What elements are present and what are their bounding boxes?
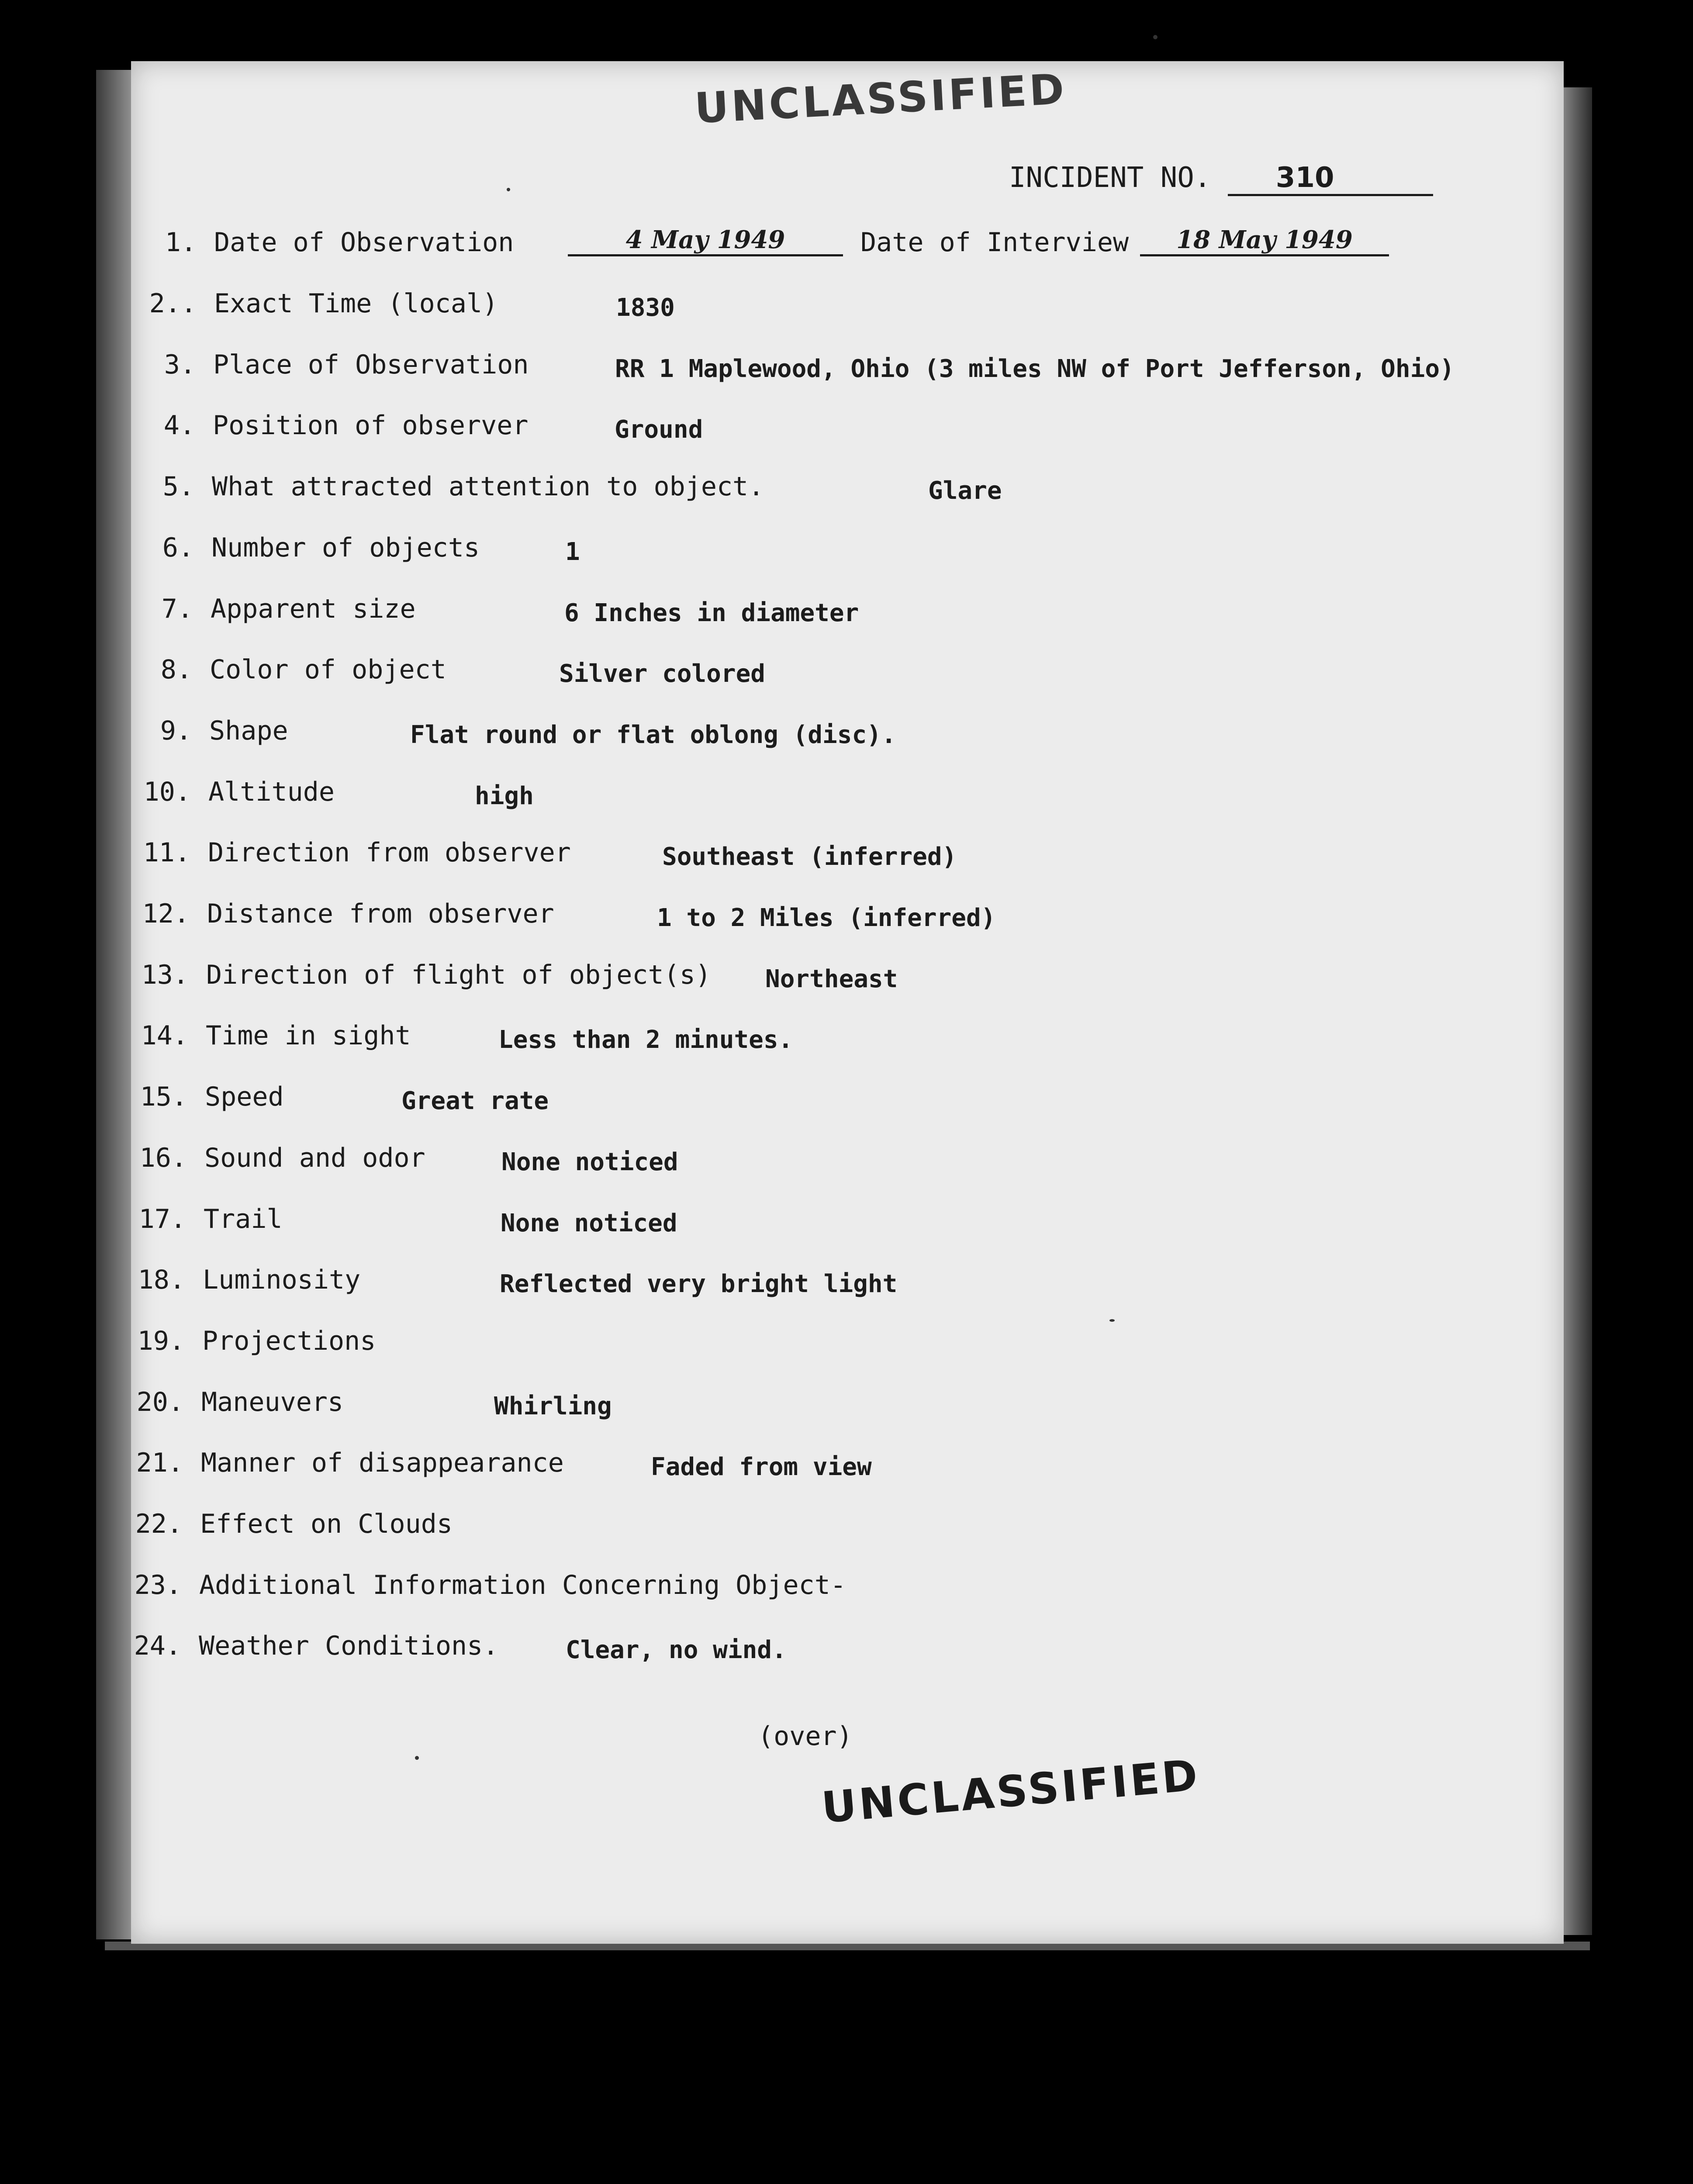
form-row-15 bbox=[122, 1082, 1498, 1121]
row-number: 1. bbox=[165, 227, 197, 258]
form-row-24 bbox=[116, 1631, 1492, 1670]
field-value: 6 Inches in diameter bbox=[564, 599, 859, 627]
field-value: Silver colored bbox=[559, 660, 766, 688]
field-value: 1830 bbox=[616, 294, 675, 322]
form-row-9 bbox=[126, 715, 1502, 755]
form-row-23 bbox=[116, 1570, 1492, 1609]
row-number: 13. bbox=[141, 960, 189, 990]
form-row-3 bbox=[130, 349, 1506, 389]
form-row-20 bbox=[118, 1387, 1494, 1426]
incident-value: 310 bbox=[1228, 162, 1433, 196]
field-label: Color of object bbox=[210, 654, 446, 685]
field-value: Glare bbox=[928, 477, 1002, 505]
field-label: Trail bbox=[204, 1204, 283, 1234]
form-row-4 bbox=[130, 410, 1506, 449]
row-number: 4. bbox=[163, 410, 195, 441]
row-number: 7. bbox=[161, 594, 193, 624]
date-interview-value: 18 May 1949 bbox=[1140, 225, 1389, 256]
field-value: 1 to 2 Miles (inferred) bbox=[657, 904, 996, 932]
field-label: Maneuvers bbox=[201, 1387, 344, 1417]
sheet-right-edge bbox=[1562, 87, 1592, 1935]
date-observation-label: Date of Observation bbox=[214, 227, 514, 258]
field-label: Speed bbox=[205, 1082, 284, 1112]
date-interview-label: Date of Interview bbox=[860, 227, 1129, 258]
field-value: Ground bbox=[615, 415, 703, 444]
form-row-13 bbox=[123, 960, 1499, 999]
row-number: 16. bbox=[139, 1143, 187, 1173]
classification-stamp-top: UNCLASSIFIED bbox=[693, 64, 1068, 133]
field-value: Flat round or flat oblong (disc). bbox=[410, 721, 896, 749]
row-number: 23. bbox=[134, 1570, 182, 1600]
row-number: 18. bbox=[138, 1265, 185, 1295]
field-label: Shape bbox=[209, 715, 288, 746]
film-speck bbox=[1109, 1319, 1115, 1322]
row-number: 5. bbox=[162, 471, 194, 502]
form-row-1 bbox=[131, 227, 1485, 266]
row-number: 11. bbox=[143, 837, 190, 868]
row-number: 22. bbox=[135, 1509, 183, 1539]
field-label: Distance from observer bbox=[207, 898, 554, 929]
field-label: Place of Observation bbox=[213, 349, 529, 380]
date-observation-value: 4 May 1949 bbox=[568, 225, 843, 256]
row-number: 8. bbox=[160, 654, 192, 685]
field-label: What attracted attention to object. bbox=[212, 471, 764, 502]
row-number: 12. bbox=[142, 898, 190, 929]
film-speck bbox=[507, 188, 510, 191]
row-number: 17. bbox=[138, 1204, 186, 1234]
over-note: (over) bbox=[758, 1721, 853, 1752]
field-value: Great rate bbox=[401, 1087, 549, 1115]
field-label: Altitude bbox=[208, 777, 335, 807]
field-label: Direction of flight of object(s) bbox=[206, 960, 711, 990]
form-row-11 bbox=[125, 837, 1501, 877]
form-row-2 bbox=[131, 288, 1507, 328]
row-number: 19. bbox=[137, 1326, 185, 1356]
field-label: Additional Information Concerning Object- bbox=[199, 1570, 846, 1600]
form-row-22 bbox=[117, 1509, 1493, 1548]
row-number: 2.. bbox=[149, 288, 197, 319]
field-label: Effect on Clouds bbox=[200, 1509, 453, 1539]
row-number: 21. bbox=[136, 1448, 183, 1478]
field-label: Projections bbox=[202, 1326, 376, 1356]
field-value: Whirling bbox=[494, 1392, 612, 1420]
form-row-6 bbox=[128, 532, 1504, 572]
form-row-12 bbox=[124, 898, 1500, 938]
classification-stamp-bottom: UNCLASSIFIED bbox=[819, 1750, 1202, 1833]
form-row-7 bbox=[128, 594, 1503, 633]
film-speck bbox=[1153, 35, 1157, 39]
field-value: None noticed bbox=[501, 1148, 678, 1176]
field-label: Manner of disappearance bbox=[201, 1448, 564, 1478]
field-label: Sound and odor bbox=[204, 1143, 425, 1173]
field-label: Apparent size bbox=[211, 594, 416, 624]
form-row-8 bbox=[127, 654, 1503, 694]
field-value: 1 bbox=[565, 538, 580, 566]
field-value: Clear, no wind. bbox=[566, 1636, 787, 1664]
field-value: Northeast bbox=[765, 965, 898, 993]
row-number: 20. bbox=[136, 1387, 184, 1417]
row-number: 14. bbox=[141, 1020, 188, 1051]
field-value: Southeast (inferred) bbox=[662, 843, 957, 871]
form-row-10 bbox=[125, 777, 1501, 816]
row-number: 6. bbox=[162, 532, 194, 563]
field-value: Less than 2 minutes. bbox=[498, 1026, 793, 1054]
field-value: None noticed bbox=[501, 1209, 677, 1237]
field-label: Weather Conditions. bbox=[199, 1631, 499, 1661]
field-label: Number of objects bbox=[211, 532, 480, 563]
form-row-14 bbox=[123, 1020, 1499, 1060]
row-number: 10. bbox=[143, 777, 191, 807]
field-label: Exact Time (local) bbox=[214, 288, 498, 319]
film-speck bbox=[415, 1756, 419, 1760]
form-row-16 bbox=[121, 1143, 1497, 1182]
row-number: 9. bbox=[160, 715, 192, 746]
field-value: high bbox=[475, 782, 534, 810]
field-value: Reflected very bright light bbox=[500, 1270, 898, 1298]
form-row-5 bbox=[129, 471, 1505, 511]
form-row-21 bbox=[118, 1448, 1494, 1487]
field-label: Time in sight bbox=[206, 1020, 411, 1051]
field-value: RR 1 Maplewood, Ohio (3 miles NW of Port Jefferson, Ohio) bbox=[615, 355, 1455, 383]
row-number: 24. bbox=[134, 1631, 181, 1661]
field-label: Luminosity bbox=[203, 1265, 361, 1295]
field-label: Direction from observer bbox=[208, 837, 571, 868]
form-row-17 bbox=[121, 1204, 1496, 1243]
field-label: Position of observer bbox=[213, 410, 529, 441]
incident-number bbox=[1009, 162, 1433, 196]
field-value: Faded from view bbox=[651, 1453, 872, 1481]
row-number: 3. bbox=[164, 349, 196, 380]
form-row-19 bbox=[119, 1326, 1495, 1365]
form-row-18 bbox=[120, 1265, 1496, 1304]
incident-label: INCIDENT NO. bbox=[1009, 162, 1211, 194]
row-number: 15. bbox=[140, 1082, 187, 1112]
